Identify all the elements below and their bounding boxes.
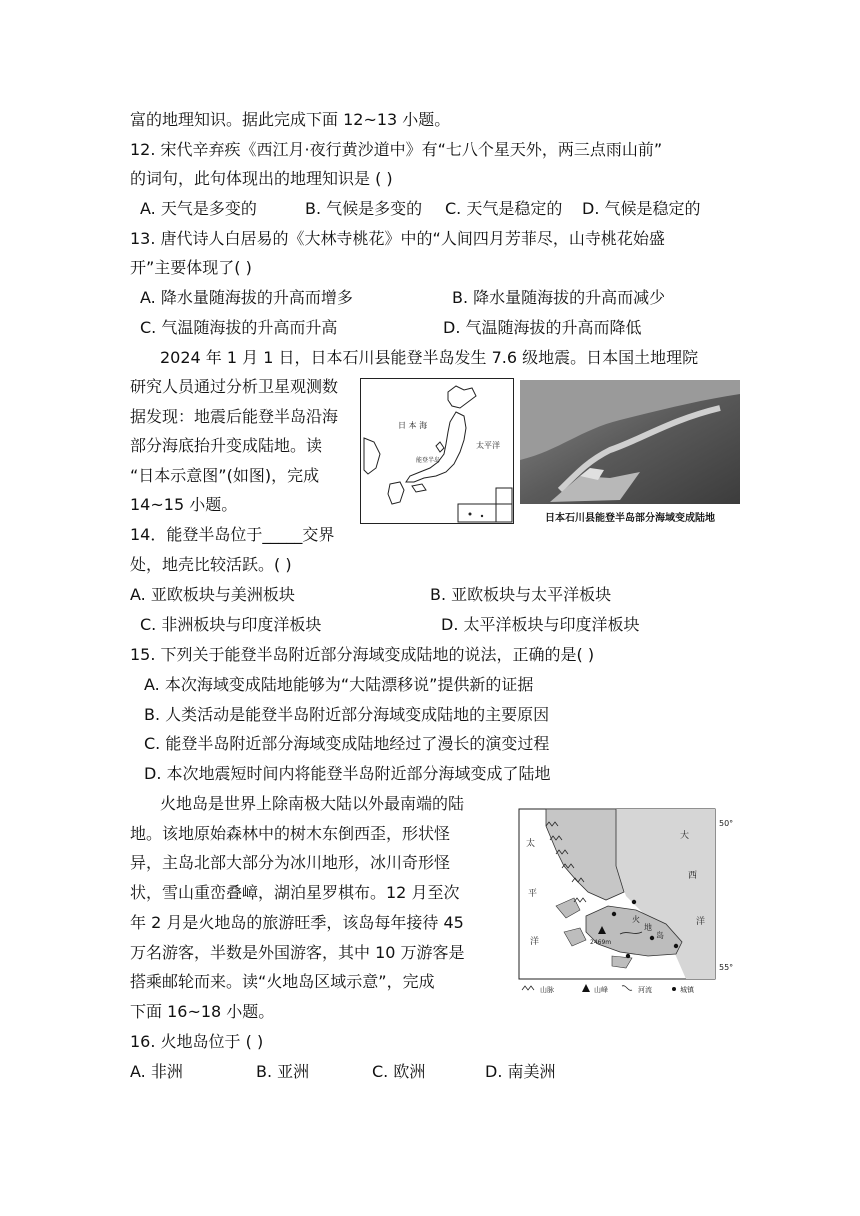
- q14-option-a: A. 亚欧板块与美洲板块: [130, 585, 295, 604]
- q13-option-d: D. 气温随海拔的升高而降低: [443, 318, 642, 337]
- legend-peak-icon: [582, 984, 590, 992]
- question-12-stem-line2: 的词句，此句体现出的地理知识是 ( ): [130, 169, 393, 188]
- passage2-line6: 14~15 小题。: [130, 495, 238, 514]
- passage3-line5: 年 2 月是火地岛的旅游旺季，该岛每年接待 45: [130, 913, 464, 932]
- atlantic-char-3: 洋: [696, 917, 706, 927]
- atlantic-char-1: 大: [680, 831, 690, 841]
- question-14-stem-line2: 处，地壳比较活跃。( ): [130, 555, 292, 574]
- q15-option-d: D. 本次地震短时间内将能登半岛附近部分海域变成了陆地: [144, 764, 551, 783]
- pacific-char-2: 平: [528, 889, 538, 899]
- passage2-line5: “日本示意图”(如图)，完成: [130, 466, 320, 485]
- passage3-line6: 万名游客，半数是外国游客，其中 10 万游客是: [130, 943, 465, 962]
- q14-option-b: B. 亚欧板块与太平洋板块: [430, 585, 612, 604]
- noto-coast-photo: [520, 380, 740, 534]
- tierra-del-fuego-map: [516, 806, 750, 1002]
- legend-town: 城镇: [680, 986, 694, 994]
- q15-option-c: C. 能登半岛附近部分海域变成陆地经过了漫长的演变过程: [144, 734, 550, 753]
- label-pacific: 太平洋: [476, 441, 500, 450]
- q16-option-a: A. 非洲: [130, 1062, 183, 1081]
- atlantic-char-2: 西: [688, 871, 698, 881]
- question-14-stem-line1: 14．能登半岛位于_____交界: [130, 525, 335, 544]
- q15-option-b: B. 人类活动是能登半岛附近部分海域变成陆地的主要原因: [144, 705, 550, 724]
- legend-river: 河流: [638, 986, 652, 994]
- passage3-line2: 地。该地原始森林中的树木东倒西歪，形状怪: [130, 824, 451, 843]
- legend-mountain: 山脉: [540, 986, 554, 994]
- legend-mountain-icon: [522, 986, 534, 990]
- passage2-line2: 研究人员通过分析卫星观测数: [130, 377, 339, 396]
- q12-option-c: C. 天气是稳定的: [445, 199, 563, 218]
- legend-river-icon: [622, 986, 632, 991]
- japan-map: [360, 378, 514, 528]
- pacific-char-3: 洋: [530, 937, 540, 947]
- label-noto: 能登半岛: [416, 457, 441, 464]
- legend-town-icon: [672, 987, 676, 991]
- island-char-3: 岛: [656, 931, 664, 940]
- label-sea-of-japan: 日 本 海: [398, 421, 428, 430]
- passage-intro-tail: 富的地理知识。据此完成下面 12~13 小题。: [130, 110, 451, 129]
- island-char-2: 地: [644, 923, 652, 932]
- pacific-char-1: 太: [526, 839, 536, 849]
- q12-option-d: D. 气候是稳定的: [582, 199, 701, 218]
- map-legend: [522, 984, 695, 994]
- q14-option-c: C. 非洲板块与印度洋板块: [140, 615, 322, 634]
- question-13-stem-line2: 开”主要体现了( ): [130, 258, 252, 277]
- photo-caption: 日本石川县能登半岛部分海域变成陆地: [545, 513, 715, 524]
- q13-option-c: C. 气温随海拔的升高而升高: [140, 318, 338, 337]
- passage3-line4: 状，雪山重峦叠嶂，湖泊星罗棋布。12 月至次: [130, 883, 460, 902]
- q12-option-a: A. 天气是多变的: [140, 199, 257, 218]
- lat-label-bottom: 55°: [719, 963, 734, 972]
- passage3-line1: 火地岛是世界上除南极大陆以外最南端的陆: [160, 794, 465, 813]
- legend-peak: 山峰: [594, 986, 608, 994]
- island-char-1: 火: [632, 915, 640, 924]
- passage3-line8: 下面 16~18 小题。: [130, 1002, 275, 1021]
- passage2-line1: 2024 年 1 月 1 日，日本石川县能登半岛发生 7.6 级地震。日本国土地理院: [160, 348, 699, 367]
- question-16-stem: 16. 火地岛位于 ( ): [130, 1032, 264, 1051]
- q13-option-a: A. 降水量随海拔的升高而增多: [140, 288, 353, 307]
- passage3-line7: 搭乘邮轮而来。读“火地岛区域示意”，完成: [130, 972, 435, 991]
- peak-label: 2469m: [590, 939, 612, 946]
- q16-option-d: D. 南美洲: [485, 1062, 556, 1081]
- question-13-stem-line1: 13. 唐代诗人白居易的《大林寺桃花》中的“人间四月芳菲尽，山寺桃花始盛: [130, 229, 665, 248]
- q14-option-d: D. 太平洋板块与印度洋板块: [441, 615, 640, 634]
- q16-option-c: C. 欧洲: [372, 1062, 426, 1081]
- q13-option-b: B. 降水量随海拔的升高而减少: [452, 288, 666, 307]
- passage2-line4: 部分海底抬升变成陆地。读: [130, 436, 323, 455]
- question-12-stem-line1: 12. 宋代辛弃疾《西江月·夜行黄沙道中》有“七八个星天外，两三点雨山前”: [130, 140, 663, 159]
- question-15-stem: 15. 下列关于能登半岛附近部分海域变成陆地的说法，正确的是( ): [130, 645, 595, 664]
- q12-option-b: B. 气候是多变的: [305, 199, 423, 218]
- q16-option-b: B. 亚洲: [256, 1062, 310, 1081]
- passage3-line3: 异，主岛北部大部分为冰川地形，冰川奇形怪: [130, 853, 451, 872]
- passage2-line3: 据发现：地震后能登半岛沿海: [130, 407, 339, 426]
- lat-label-top: 50°: [719, 819, 734, 828]
- q15-option-a: A. 本次海域变成陆地能够为“大陆漂移说”提供新的证据: [144, 675, 534, 694]
